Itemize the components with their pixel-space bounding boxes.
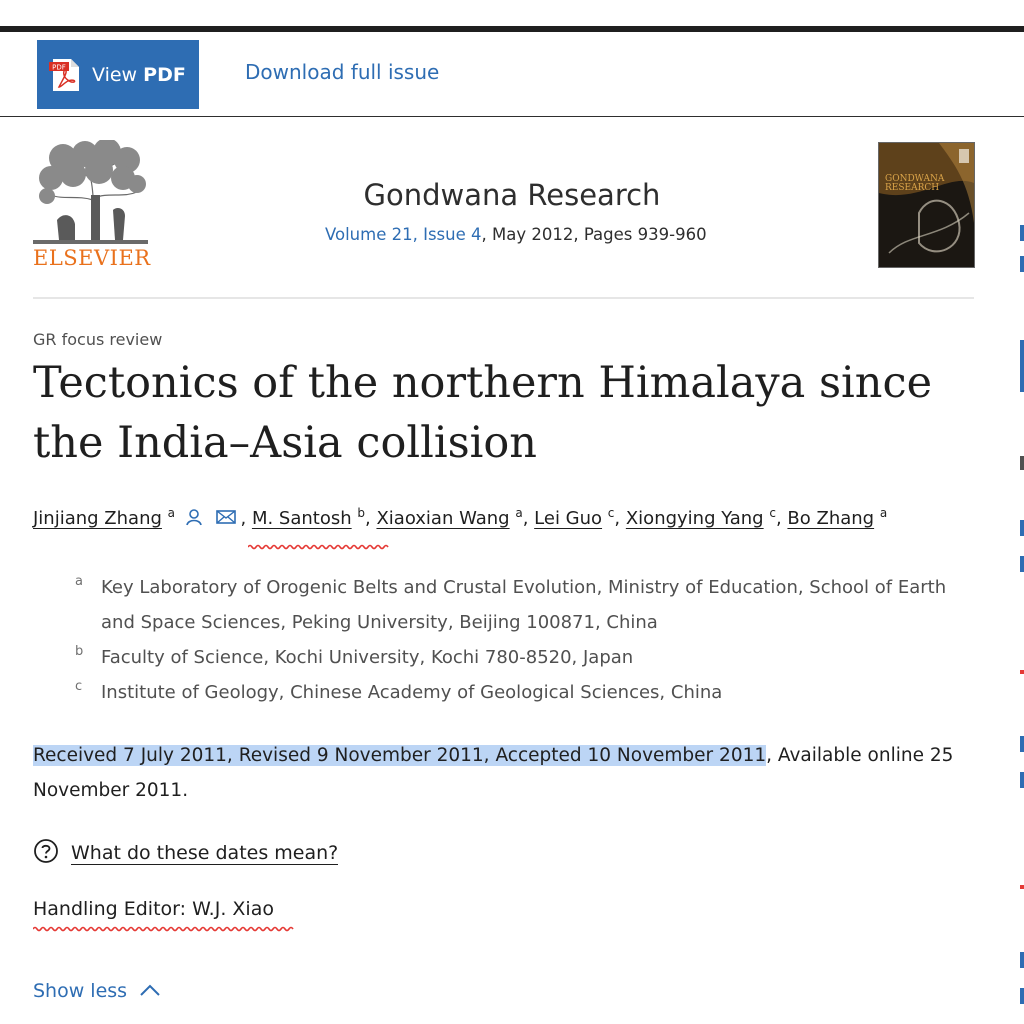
affiliation-text: Institute of Geology, Chinese Academy of Geological Sciences, China <box>101 682 723 703</box>
author-affil-sup[interactable]: a <box>879 506 888 520</box>
author-affil-sup[interactable]: c <box>769 506 776 520</box>
selected-dates-text: Received 7 July 2011, Revised 9 November 2011, Accepted 10 November 2011 <box>33 745 767 766</box>
view-pdf-label: View PDF <box>92 63 186 86</box>
author-link[interactable]: Xiongying Yang <box>625 508 764 529</box>
email-icon[interactable] <box>216 509 236 530</box>
author-affil-sup[interactable]: b <box>357 506 365 520</box>
author-affil-sup[interactable]: c <box>607 506 615 520</box>
header-divider <box>33 297 974 299</box>
journal-cover-image[interactable] <box>878 142 975 268</box>
affiliation-label: a <box>75 574 83 589</box>
affiliation-item <box>75 570 975 640</box>
journal-title[interactable]: Gondwana Research <box>363 178 661 212</box>
author-link[interactable]: Bo Zhang <box>787 508 875 529</box>
dates-help-link[interactable] <box>33 838 338 869</box>
handling-editor: Handling Editor: W.J. Xiao <box>33 898 274 920</box>
article-dates: Received 7 July 2011, Revised 9 November 2011, Accepted 10 November 2011, Available online 25 November 2011. <box>33 745 954 801</box>
spellcheck-underline <box>33 926 295 932</box>
dates-help-label: What do these dates mean? <box>71 842 339 864</box>
pdf-icon-label: PDF <box>52 63 66 71</box>
view-pdf-button[interactable] <box>37 40 199 109</box>
spellcheck-underline <box>248 544 390 550</box>
affiliation-list <box>75 570 975 710</box>
author-list: Jinjiang Zhang $^a$ , M. Santosh $^b$, Xiaoxian Wang $^a$, Lei Guo $^c$, Xiongying Yang $^c$, Bo Zhang $^a$ <box>33 506 888 529</box>
author-link[interactable]: M. Santosh <box>251 508 352 529</box>
article-category: GR focus review <box>33 330 163 349</box>
show-less-label: Show less <box>33 980 128 1002</box>
affiliation-text: Key Laboratory of Orogenic Belts and Crustal Evolution, Ministry of Education, School of Earth and Space Sciences, Peking University, Beijing 100871, China <box>101 577 947 633</box>
question-circle-icon <box>33 838 59 869</box>
author-link[interactable]: Lei Guo <box>534 508 603 529</box>
show-less-toggle[interactable] <box>33 980 161 1002</box>
download-full-issue-link[interactable]: Download full issue <box>245 60 440 84</box>
author-link[interactable]: Xiaoxian Wang <box>376 508 510 529</box>
toolbar-divider <box>0 116 1024 117</box>
affiliation-text: Faculty of Science, Kochi University, Kochi 780-8520, Japan <box>101 647 634 668</box>
person-icon[interactable] <box>185 508 203 531</box>
affiliation-label: c <box>75 679 83 694</box>
elsevier-wordmark: ELSEVIER <box>33 246 151 270</box>
affiliation-item <box>75 640 975 675</box>
author-affil-sup[interactable]: a <box>167 506 176 520</box>
chevron-up-icon <box>139 980 161 1002</box>
author-affil-sup[interactable]: a <box>515 506 523 520</box>
pdf-file-icon <box>49 57 83 93</box>
article-title: Tectonics of the northern Himalaya since the India–Asia collision <box>33 358 933 468</box>
volume-issue-link[interactable]: Volume 21, Issue 4 <box>325 225 482 244</box>
author-link[interactable]: Jinjiang Zhang <box>33 508 162 529</box>
top-border <box>0 26 1024 32</box>
right-sidebar-edge <box>1010 0 1024 1024</box>
volume-line: Volume 21, Issue 4, May 2012, Pages 939-960 <box>325 225 707 244</box>
affiliation-label: b <box>75 644 84 659</box>
affiliation-item <box>75 675 975 710</box>
cover-title: GONDWANA RESEARCH <box>885 174 945 193</box>
